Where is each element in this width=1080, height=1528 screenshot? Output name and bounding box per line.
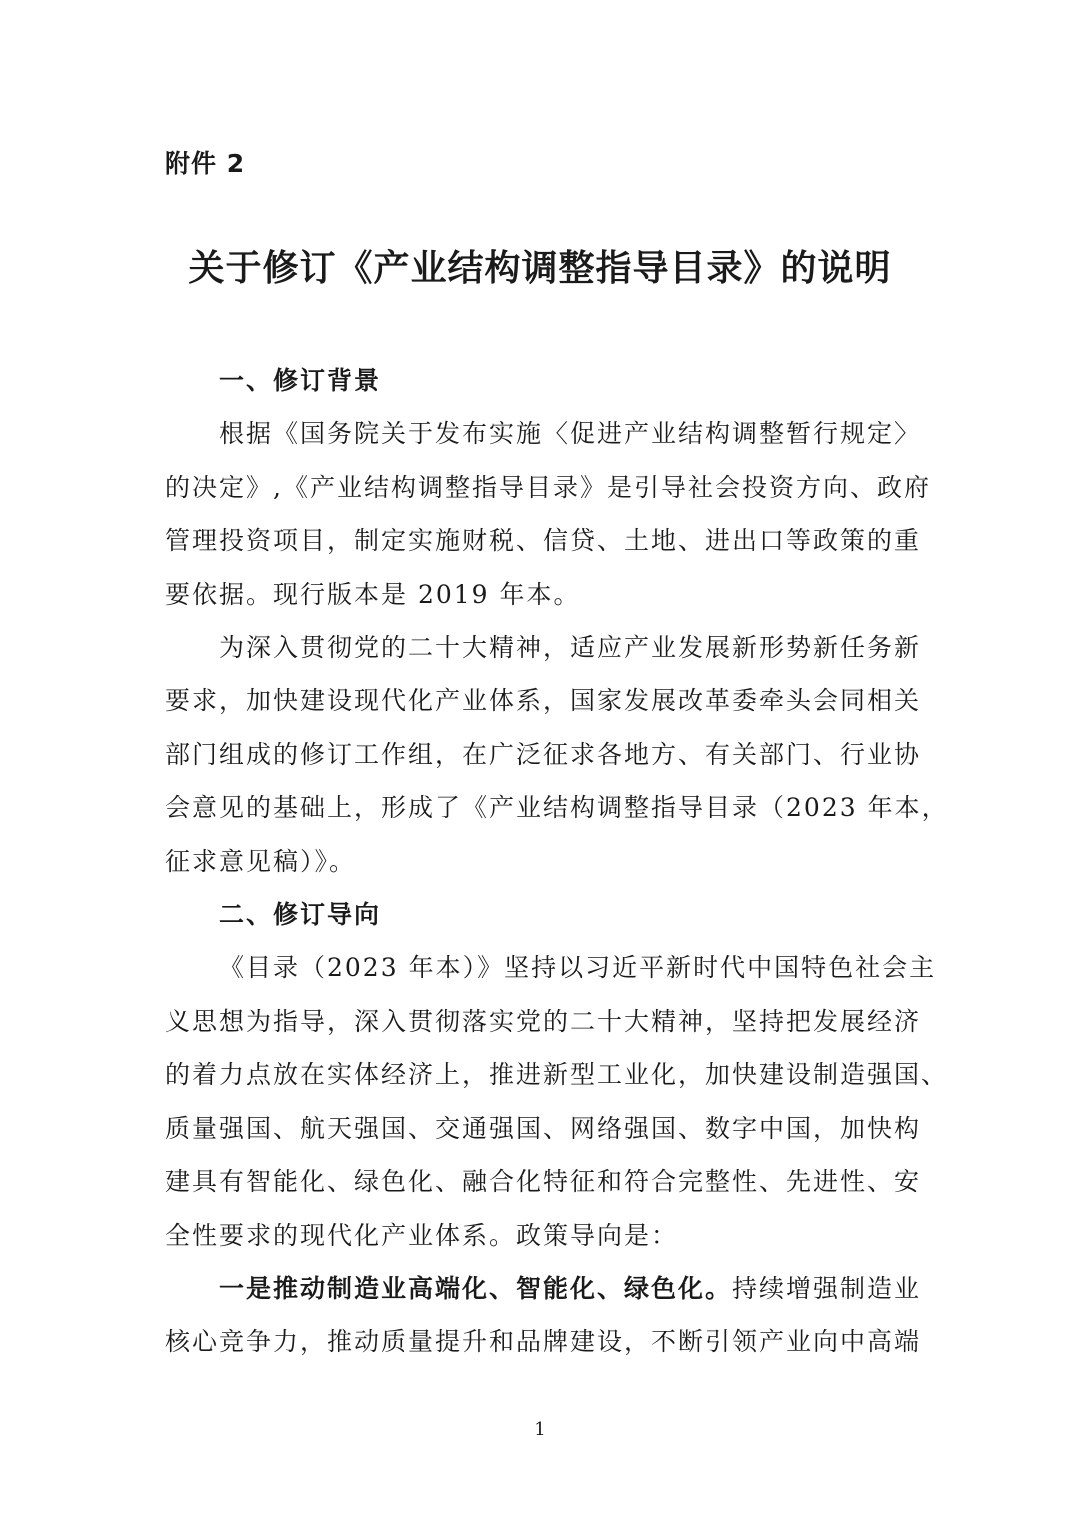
emphasis-text: 一是推动制造业高端化、智能化、绿色化。	[219, 1273, 733, 1303]
section-heading-orientation: 二、修订导向	[219, 900, 382, 930]
text-line: 核心竞争力，推动质量提升和品牌建设，不断引领产业向中高端	[165, 1327, 922, 1357]
text-line: 全性要求的现代化产业体系。政策导向是：	[165, 1220, 679, 1250]
text-line	[165, 1262, 922, 1315]
text-line: 根据《国务院关于发布实施〈促进产业结构调整暂行规定〉	[219, 419, 922, 449]
section-heading-background: 一、修订背景	[219, 366, 382, 395]
text-line: 的着力点放在实体经济上，推进新型工业化，加快建设制造强国、	[165, 1060, 949, 1090]
attachment-label: 附件 2	[165, 149, 246, 178]
paragraph-orientation-1	[165, 941, 949, 1261]
text-line: 为深入贯彻党的二十大精神，适应产业发展新形势新任务新	[219, 633, 922, 663]
page-number: 1	[534, 1419, 546, 1440]
text-line: 《目录（2023 年本）》坚持以习近平新时代中国特色社会主	[219, 953, 937, 983]
text-line: 质量强国、航天强国、交通强国、网络强国、数字中国，加快构	[165, 1113, 922, 1143]
text-line: 要求，加快建设现代化产业体系，国家发展改革委牵头会同相关	[165, 686, 922, 716]
text-line: 征求意见稿）》。	[165, 846, 357, 876]
text-line: 的决定》,《产业结构调整指导目录》是引导社会投资方向、政府	[165, 472, 931, 502]
text-line: 建具有智能化、绿色化、融合化特征和符合完整性、先进性、安	[165, 1167, 922, 1197]
text-line: 部门组成的修订工作组，在广泛征求各地方、有关部门、行业协	[165, 739, 922, 769]
text-line: 会意见的基础上，形成了《产业结构调整指导目录（2023 年本，	[165, 793, 949, 823]
paragraph-background-1	[165, 407, 931, 621]
text-run: 持续增强制造业	[732, 1273, 922, 1303]
text-line: 义思想为指导，深入贯彻落实党的二十大精神，坚持把发展经济	[165, 1006, 922, 1036]
document-body	[165, 354, 949, 1369]
text-line: 要依据。现行版本是 2019 年本。	[165, 579, 581, 609]
document-title: 关于修订《产业结构调整指导目录》的说明	[188, 248, 892, 289]
text-line: 管理投资项目，制定实施财税、信贷、土地、进出口等政策的重	[165, 526, 922, 556]
paragraph-orientation-2	[165, 1262, 922, 1369]
paragraph-background-2	[165, 621, 949, 888]
